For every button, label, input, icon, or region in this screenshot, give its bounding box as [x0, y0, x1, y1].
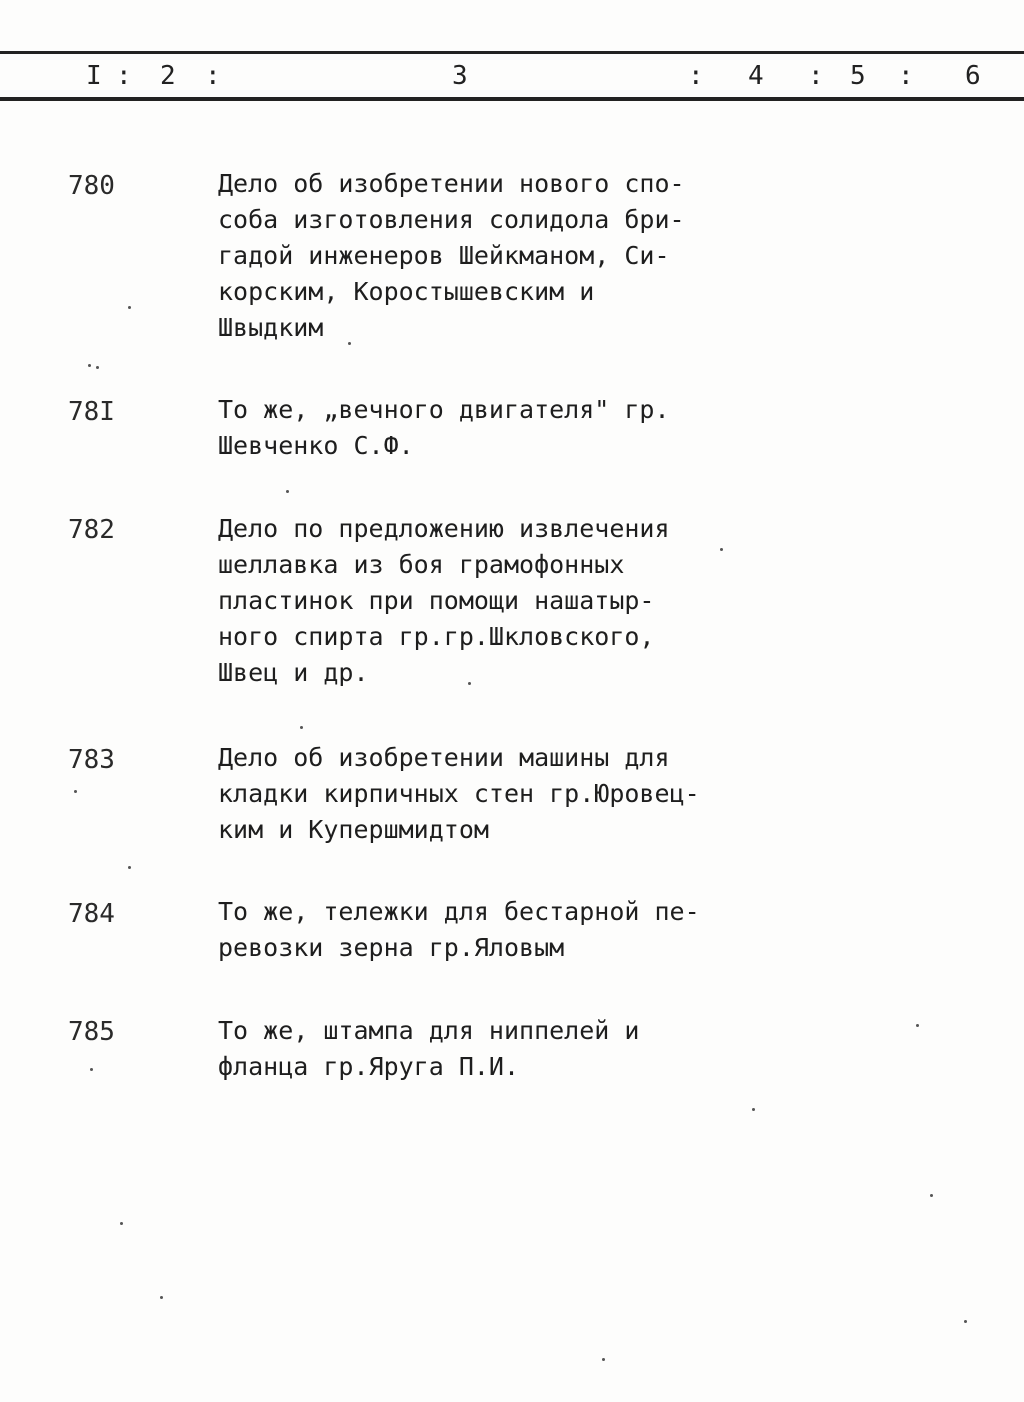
header-separator: : [116, 61, 132, 91]
entry-description [218, 894, 698, 966]
scan-speck [90, 1068, 93, 1071]
header-separator: : [808, 61, 824, 91]
scan-speck [964, 1320, 967, 1323]
entry-line: Дело об изобретении машины для [218, 743, 670, 772]
entry-line: Дело об изобретении нового спо- [218, 169, 685, 198]
scan-speck [128, 866, 131, 869]
entry-line: То же, „вечного двигателя" гр. [218, 395, 670, 424]
entry-description [218, 740, 698, 848]
entry-line: ного спирта гр.гр.Шкловского, [218, 622, 655, 651]
header-col-6: 6 [965, 61, 981, 91]
header-top-rule [0, 51, 1024, 54]
entry-line: пластинок при помощи нашатыр- [218, 586, 655, 615]
scan-speck [96, 366, 99, 369]
scan-speck [300, 726, 303, 729]
entry-line: Швец и др. [218, 658, 369, 687]
entry-line: Швыдким [218, 313, 324, 342]
entry-number: 785 [68, 1017, 115, 1047]
scan-speck [120, 1222, 123, 1225]
entry-line: шеллавка из боя грамофонных [218, 550, 625, 579]
entry-description [218, 1013, 698, 1085]
scan-speck [468, 682, 471, 685]
header-separator: : [205, 61, 221, 91]
scan-speck [88, 364, 91, 367]
entry-number: 782 [68, 515, 115, 545]
entry-line: фланца гр.Яруга П.И. [218, 1052, 520, 1081]
scan-speck [128, 306, 131, 309]
entry-number: 784 [68, 899, 115, 929]
scan-speck [602, 1358, 605, 1361]
entry-line: ким и Купершмидтом [218, 815, 489, 844]
header-col-4: 4 [748, 61, 764, 91]
scan-speck [720, 548, 723, 551]
scan-speck [930, 1194, 933, 1197]
entry-description [218, 511, 698, 691]
scan-speck [752, 1108, 755, 1111]
header-col-1: I [86, 61, 102, 91]
entry-line: кладки кирпичных стен гр.Юровец- [218, 779, 700, 808]
scan-speck [160, 1296, 163, 1299]
header-bottom-rule [0, 97, 1024, 101]
entry-description [218, 166, 698, 346]
entry-description [218, 392, 698, 464]
entry-line: То же, тележки для бестарной пе- [218, 897, 700, 926]
entry-number: 780 [68, 171, 115, 201]
scan-speck [916, 1024, 919, 1027]
header-separator: : [688, 61, 704, 91]
entry-number: 783 [68, 745, 115, 775]
header-col-3: 3 [452, 61, 468, 91]
scan-speck [74, 790, 77, 793]
entry-line: То же, штампа для ниппелей и [218, 1016, 640, 1045]
entry-number: 78I [68, 397, 115, 427]
entry-line: соба изготовления солидола бри- [218, 205, 685, 234]
header-col-2: 2 [160, 61, 176, 91]
entry-line: ревозки зерна гр.Яловым [218, 933, 565, 962]
entry-line: гадой инженеров Шейкманом, Си- [218, 241, 670, 270]
scan-speck [286, 490, 289, 493]
header-col-5: 5 [850, 61, 866, 91]
header-separator: : [898, 61, 914, 91]
entry-line: корским, Коростышевским и [218, 277, 595, 306]
entry-line: Шевченко С.Ф. [218, 431, 414, 460]
entry-line: Дело по предложению извлечения [218, 514, 670, 543]
scan-speck [348, 342, 351, 345]
